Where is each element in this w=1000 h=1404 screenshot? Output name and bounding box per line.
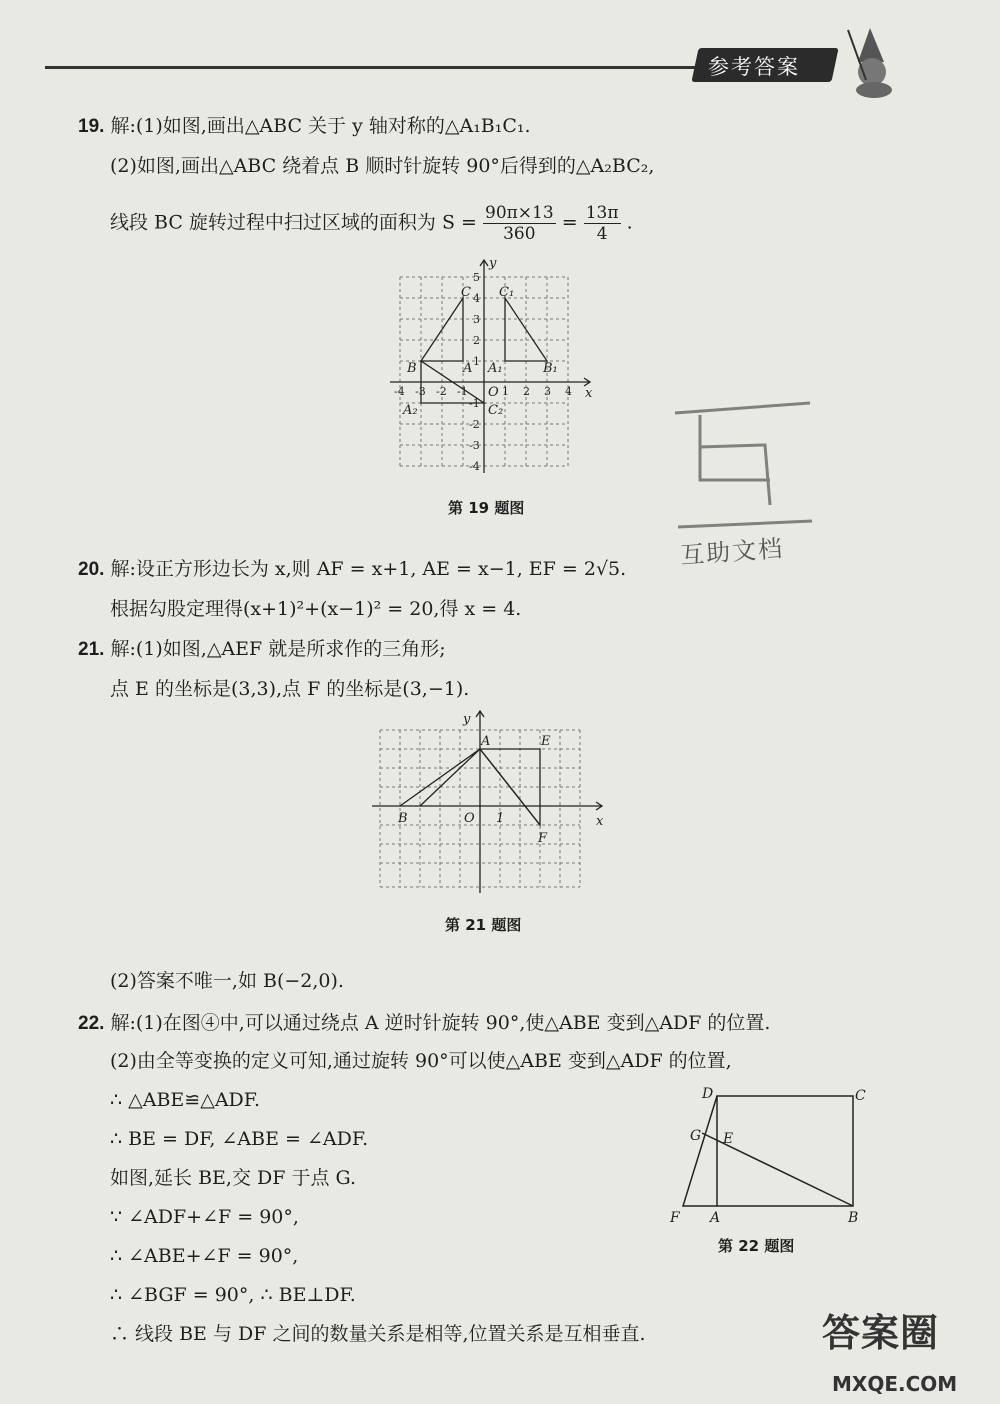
q21-label-b: B	[398, 811, 408, 826]
q21-line-2: 点 E 的坐标是(3,3),点 F 的坐标是(3,−1).	[110, 678, 470, 700]
q21-label-f: F	[538, 831, 548, 846]
q21-y-label: y	[463, 712, 471, 727]
q22-line-1	[78, 1010, 770, 1037]
q19-tick-x: -3	[415, 385, 426, 398]
q20-text-1: 解:设正方形边长为 x,则 AF = x+1, AE = x−1, EF = 2√5.	[110, 558, 627, 580]
footer-logo: 答案圈	[822, 1311, 940, 1355]
q19-y-label: y	[489, 256, 497, 271]
q19-frac1-num: 90π×13	[485, 203, 554, 223]
watermark-logo-icon	[660, 395, 830, 535]
q19-tick-y: 3	[473, 313, 480, 326]
q21-label-a: A	[481, 734, 491, 749]
q19-label-a: A	[463, 361, 473, 376]
q22-line-2: (2)由全等变换的定义可知,通过旋转 90°可以使△ABE 变到△ADF 的位置,	[110, 1050, 732, 1072]
q19-tick-x: -1	[457, 385, 468, 398]
q19-tick-y: -1	[469, 397, 480, 410]
q19-tick-y: 1	[473, 355, 480, 368]
q21-caption: 第 21 题图	[445, 916, 522, 934]
q19-tick-y: 4	[473, 292, 480, 305]
q19-label-b: B	[407, 361, 417, 376]
q22-line-4: ∴ BE = DF, ∠ABE = ∠ADF.	[110, 1128, 369, 1150]
q19-equals: =	[561, 211, 578, 234]
header-rule	[45, 66, 695, 69]
q22-line-3: ∴ △ABE≌△ADF.	[110, 1089, 261, 1111]
q19-label-a2: A₂	[403, 403, 418, 418]
q22-line-5: 如图,延长 BE,交 DF 于点 G.	[110, 1167, 357, 1189]
q20-number: 20.	[78, 559, 105, 580]
q19-tick-x: -4	[394, 385, 405, 398]
q21-line-3: (2)答案不唯一,如 B(−2,0).	[110, 970, 344, 992]
q22-label-c: C	[855, 1088, 866, 1104]
q22-label-d: D	[702, 1086, 714, 1102]
q19-area-text: 线段 BC 旋转过程中扫过区域的面积为 S =	[110, 211, 477, 234]
q19-origin-label: O	[488, 385, 499, 400]
q19-line-1	[78, 113, 531, 140]
q19-tick-x: 2	[523, 385, 530, 398]
q22-label-a: A	[710, 1210, 721, 1226]
q22-line-7: ∴ ∠ABE+∠F = 90°,	[110, 1245, 299, 1267]
q19-line-2: (2)如图,画出△ABC 绕着点 B 顺时针旋转 90°后得到的△A₂BC₂,	[110, 155, 655, 177]
q19-label-c1: C₁	[499, 285, 515, 300]
q21-figure	[370, 705, 610, 895]
q21-x-label: x	[596, 814, 604, 829]
q19-frac2-num: 13π	[585, 203, 619, 223]
q20-line-1	[78, 556, 626, 583]
q19-tick-x: -2	[436, 385, 447, 398]
q22-caption: 第 22 题图	[718, 1237, 795, 1255]
q21-line-1	[78, 636, 446, 663]
q22-label-e: E	[723, 1131, 734, 1147]
q19-tick-x: 3	[544, 385, 551, 398]
q19-tick-y: 2	[473, 334, 480, 347]
q20-line-2: 根据勾股定理得(x+1)²+(x−1)² = 20,得 x = 4.	[110, 598, 522, 620]
q22-figure	[665, 1082, 885, 1227]
q21-number: 21.	[78, 639, 105, 660]
q22-line-9: ∴ 线段 BE 与 DF 之间的数量关系是相等,位置关系是互相垂直.	[110, 1323, 646, 1345]
q19-tick-y: -4	[469, 460, 480, 473]
q19-tick-y: 5	[473, 271, 480, 284]
q19-x-label: x	[585, 386, 593, 401]
q19-fraction-2	[584, 203, 621, 244]
q19-figure	[385, 255, 600, 480]
q22-line-6: ∵ ∠ADF+∠F = 90°,	[110, 1206, 299, 1228]
q19-tick-x: 4	[565, 385, 572, 398]
q21-tick-1: 1	[496, 811, 505, 826]
q22-line-8: ∴ ∠BGF = 90°, ∴ BE⊥DF.	[110, 1284, 356, 1306]
q19-label-c: C	[461, 285, 471, 300]
q22-label-b: B	[848, 1210, 859, 1226]
wizard-mascot-icon	[840, 20, 910, 100]
q19-label-a1: A₁	[488, 361, 503, 376]
q21-label-o: O	[464, 811, 475, 826]
q19-tick-y: -2	[469, 418, 480, 431]
footer-url: MXQE.COM	[832, 1372, 958, 1396]
watermark-text: 互助文档	[679, 534, 786, 570]
q19-tick-y: -3	[469, 439, 480, 452]
q22-text-1: 解:(1)在图④中,可以通过绕点 A 逆时针旋转 90°,使△ABE 变到△ADF 的位置.	[110, 1012, 771, 1034]
q19-label-c2: C₂	[488, 403, 504, 418]
q19-caption: 第 19 题图	[448, 499, 525, 517]
q19-frac2-den: 4	[596, 224, 608, 244]
q19-period: .	[626, 211, 633, 234]
q22-number: 22.	[78, 1013, 105, 1034]
q21-label-e: E	[541, 734, 551, 749]
q19-label-b1: B₁	[543, 361, 558, 376]
q19-frac1-den: 360	[503, 224, 536, 244]
q22-label-g: G	[690, 1128, 702, 1144]
q19-fraction-1	[483, 203, 556, 244]
q19-number: 19.	[78, 116, 105, 137]
q19-tick-x: 1	[502, 385, 509, 398]
q19-line-3	[110, 203, 633, 244]
q21-text-1: 解:(1)如图,△AEF 就是所求作的三角形;	[110, 638, 446, 660]
q19-text-1: 解:(1)如图,画出△ABC 关于 y 轴对称的△A₁B₁C₁.	[110, 115, 531, 137]
header-title: 参考答案	[708, 55, 800, 79]
q22-label-f: F	[670, 1210, 680, 1226]
